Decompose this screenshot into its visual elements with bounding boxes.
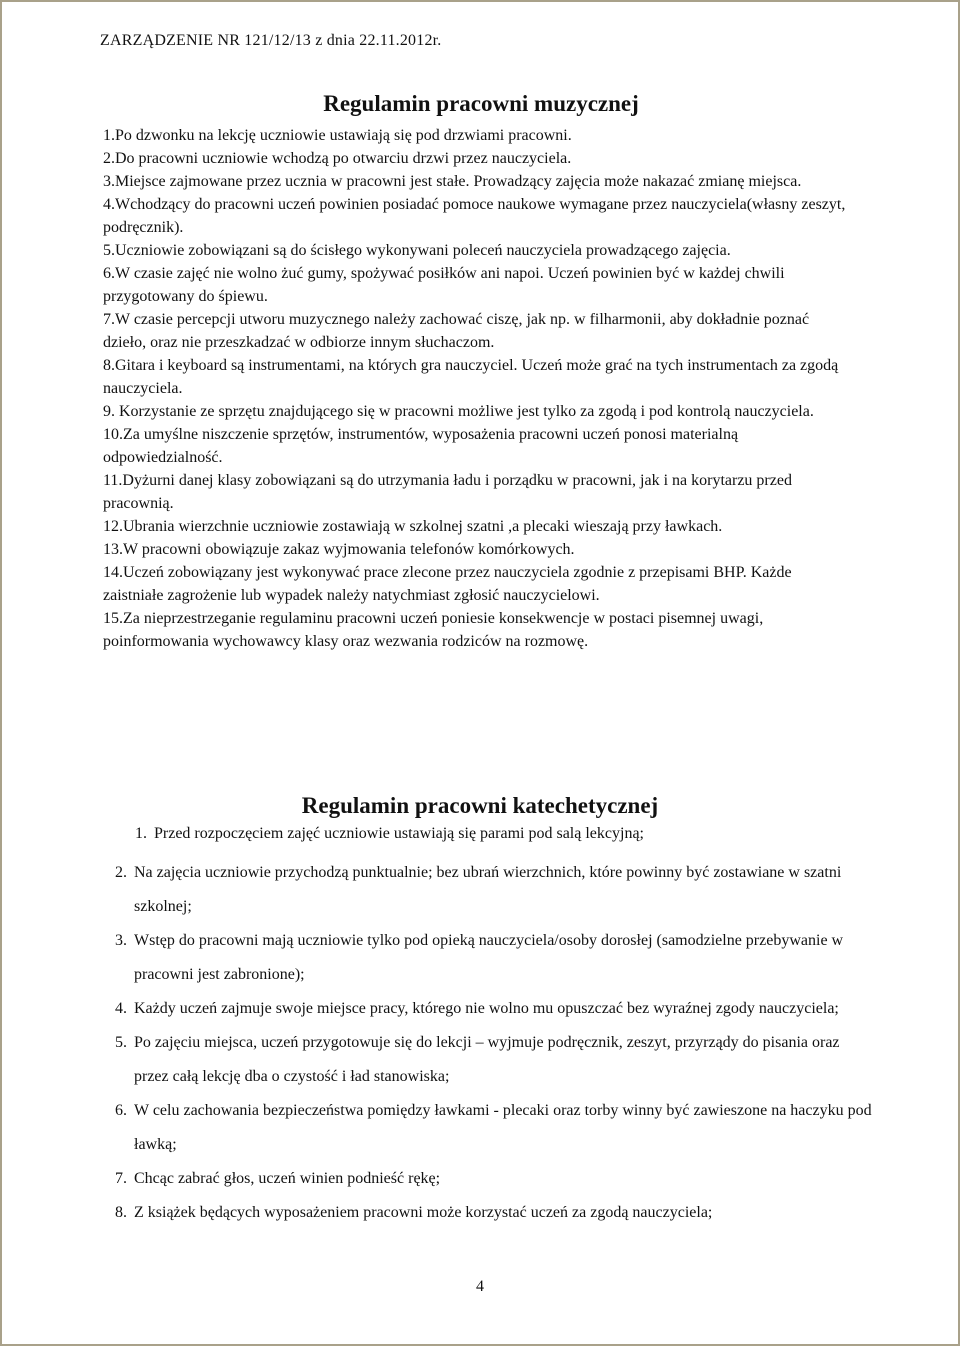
catechetical-rule: 5. Po zajęciu miejsca, uczeń przygotowuje się do lekcji – wyjmuje podręcznik, zeszyt, przyrządy do pisania oraz przez całą lekcję dba o czystość i ład stanowiska;	[115, 1034, 840, 1085]
catechetical-rule: 1. Przed rozpoczęciem zajęć uczniowie ustawiają się parami pod salą lekcyjną;	[135, 825, 644, 842]
catechetical-rule: 6. W celu zachowania bezpieczeństwa pomiędzy ławkami - plecaki oraz torby winny być zawieszone na haczyku pod ławką;	[115, 1102, 872, 1153]
catechetical-rules-list	[103, 822, 873, 1230]
music-rule: 15.Za nieprzestrzeganie regulaminu pracowni uczeń poniesie konsekwencje w postaci pisemnej uwagi, poinformowania wychowawcy klasy oraz wezwania rodziców na rozmowę.	[103, 610, 764, 650]
music-rule: 14.Uczeń zobowiązany jest wykonywać prace zlecone przez nauczyciela zgodnie z przepisami BHP. Każde zaistniałe zagrożenie lub wypadek należy natychmiast zgłosić nauczycielowi.	[103, 564, 792, 604]
catechetical-rule: 4. Każdy uczeń zajmuje swoje miejsce pracy, którego nie wolno mu opuszczać bez wyraźnej zgody nauczyciela;	[115, 1000, 839, 1017]
music-rule: 4.Wchodzący do pracowni uczeń powinien posiadać pomoce naukowe wymagane przez nauczyciela(własny zeszyt, podręcznik).	[103, 196, 846, 236]
ordinance-header: ZARZĄDZENIE NR 121/12/13 z dnia 22.11.2012r.	[100, 32, 442, 49]
music-rule: 5.Uczniowie zobowiązani są do ścisłego wykonywani poleceń nauczyciela prowadzącego zajęcia.	[103, 242, 731, 259]
music-rule: 11.Dyżurni danej klasy zobowiązani są do utrzymania ładu i porządku w pracowni, jak i na korytarzu przed pracownią.	[103, 472, 792, 512]
music-room-title	[2, 91, 958, 117]
music-rule: 3.Miejsce zajmowane przez ucznia w pracowni jest stałe. Prowadzący zajęcia może nakazać zmianę miejsca.	[103, 173, 802, 190]
catechetical-rule: 2. Na zajęcia uczniowie przychodzą punktualnie; bez ubrań wierzchnich, które powinny być zostawiane w szatni szkolnej;	[115, 864, 842, 915]
page-number: 4	[476, 1278, 484, 1295]
music-rule: 7.W czasie percepcji utworu muzycznego należy zachować ciszę, jak np. w filharmonii, aby dokładnie poznać dzieło, oraz nie przeszkadzać w odbiorze innym słuchaczom.	[103, 311, 810, 351]
music-rule: 13.W pracowni obowiązuje zakaz wyjmowania telefonów komórkowych.	[103, 541, 575, 558]
music-rule: 10.Za umyślne niszczenie sprzętów, instrumentów, wyposażenia pracowni uczeń ponosi materialną odpowiedzialność.	[103, 426, 739, 466]
music-rules-list	[103, 124, 853, 653]
music-room-title-text: Regulamin pracowni muzycznej	[323, 91, 639, 116]
catechetical-rule: 8. Z książek będących wyposażeniem pracowni może korzystać uczeń za zgodą nauczyciela;	[115, 1204, 713, 1221]
catechetical-rule: 3. Wstęp do pracowni mają uczniowie tylko pod opieką nauczyciela/osoby dorosłej (samodzielne przebywanie w pracowni jest zabronione);	[115, 932, 844, 983]
music-rule: 9. Korzystanie ze sprzętu znajdującego się w pracowni możliwe jest tylko za zgodą i pod kontrolą nauczyciela.	[103, 403, 814, 420]
catechetical-room-title: Regulamin pracowni katechetycznej	[301, 793, 659, 818]
music-rule: 1.Po dzwonku na lekcję uczniowie ustawiają się pod drzwiami pracowni.	[103, 127, 572, 144]
music-rule: 6.W czasie zajęć nie wolno żuć gumy, spożywać posiłków ani napoi. Uczeń powinien być w każdej chwili przygotowany do śpiewu.	[103, 265, 785, 305]
music-rule: 12.Ubrania wierzchnie uczniowie zostawiają w szkolnej szatni ,a plecaki wieszają przy ławkach.	[103, 518, 723, 535]
music-rule: 8.Gitara i keyboard są instrumentami, na których gra nauczyciel. Uczeń może grać na tych instrumentach za zgodą nauczyciela.	[103, 357, 839, 397]
music-rule: 2.Do pracowni uczniowie wchodzą po otwarciu drzwi przez nauczyciela.	[103, 150, 572, 167]
catechetical-rule: 7. Chcąc zabrać głos, uczeń winien podnieść rękę;	[115, 1170, 441, 1187]
